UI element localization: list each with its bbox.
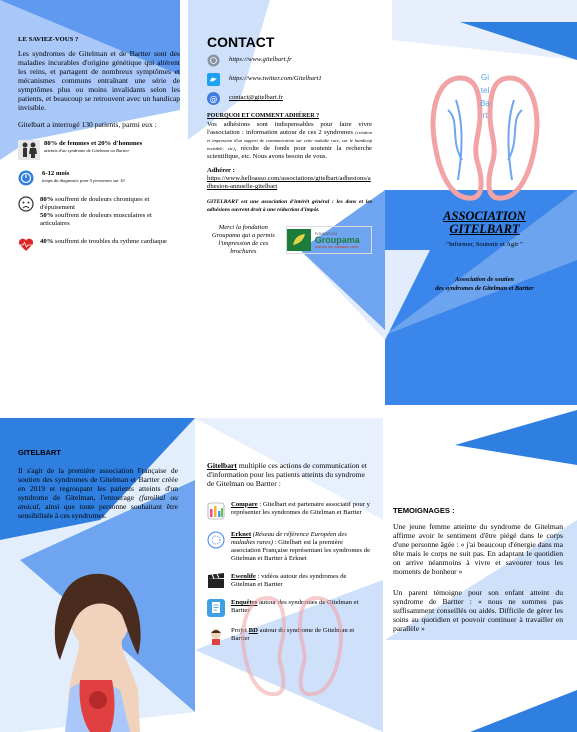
gitelbart-text-italic: (familial ou amical, — [18, 492, 178, 511]
action-ewenlife-text: : vidéos autour des syndromes de Gitelman et Bartter — [231, 572, 347, 589]
action-erknet-title: Erknet — [231, 530, 252, 538]
gitelbart-title: GITELBART — [18, 448, 61, 457]
stat-pain-text: souffrent de douleurs chroniques et d'épuisement — [40, 195, 150, 211]
timer-icon — [18, 170, 34, 186]
actions-intro-bold: Gitelbart — [207, 461, 237, 470]
heart-icon — [18, 238, 34, 252]
people-icon — [18, 140, 40, 160]
association-tagline: "Informer, Soutenir et Agir " — [446, 241, 523, 248]
action-compare-title: Compare — [231, 500, 258, 508]
globe-icon — [207, 54, 220, 67]
actions-intro-text: multiplie ces actions de communication et d'information pour les patients atteints du syndrome de Gitelman ou Bartter : — [207, 461, 367, 488]
adherer-link[interactable]: https://www.helloasso.com/associations/gitelbart/adhesions/adhesion-annuelle-gitelbart — [207, 175, 371, 191]
groupama-sub: vaincre les maladies rares — [314, 244, 359, 249]
contact-website[interactable]: https://www.gitelbart.fr — [229, 56, 292, 64]
stat-heart — [18, 238, 180, 252]
contact-twitter[interactable]: https://www.twitter.com/Gitelbart1 — [229, 75, 322, 83]
twitter-icon — [207, 73, 220, 86]
clapper-icon — [207, 573, 225, 589]
association-panel — [392, 60, 577, 290]
contact-twitter-row — [207, 73, 372, 86]
why-title: POURQUOI ET COMMENT ADHÉRER ? — [207, 113, 320, 119]
saviez-panel — [18, 36, 180, 252]
groupama-top: FONDATION — [314, 231, 337, 236]
action-erknet — [207, 531, 372, 563]
gitelbart-text-a: Il s'agit de la première association Française de soutien des syndromes de Gitelman et Bartter créée en 2019 et regroupant les patients atteints d'un syndrome de Gitelman, l'entourage — [18, 466, 178, 502]
association-name-line2: GITELBART — [449, 222, 520, 237]
association-desc-line1: Association de soutien — [455, 276, 514, 283]
why-text — [207, 121, 372, 161]
contact-email-row — [207, 92, 372, 105]
stat-gender — [18, 140, 180, 160]
ern-icon — [207, 531, 225, 549]
stat-heart-text: souffrent de troubles du rythme cardiaque — [53, 237, 167, 245]
adherer-label: Adhérer : — [207, 167, 235, 175]
why-text-b: , récolte de fonds pour soutenir la recherche scientifique, etc. Nous avons besoin de vous. — [207, 145, 372, 161]
actions-intro — [207, 462, 372, 489]
gitelbart-text — [18, 467, 178, 521]
stat-diagnosis-main: 6-12 mois — [42, 169, 70, 177]
merci-text: Merci la fondation Groupama qui a permis l'impression de ces brochures — [211, 223, 275, 256]
saviez-intro: Les syndromes de Gitelman et de Bartter sont des maladies incurables d'origine génétique qui altèrent les reins, et partagent de nombreux symptômes et mécanismes communs entraînant une série de symptômes plus ou moins invalidants selon les patients, et beaucoup se retrouvent avec un handicap invisible. — [18, 49, 180, 112]
action-ewenlife — [207, 573, 372, 589]
action-compare-text: : Gitelbart est partenaire associatif pour y représenter les syndromes de Gitelman et Bartter — [231, 500, 370, 516]
action-erknet-italic: (Réseau de référence Européen des maladies rares) — [231, 530, 347, 546]
temoignages-panel — [393, 506, 563, 633]
action-enquetes-title: Enquêtes — [231, 599, 258, 607]
contact-panel — [207, 34, 372, 257]
why-text-small: (création et impression d'un support de communication sur cette maladie rare, sur le handicap invisible, etc) — [207, 130, 373, 152]
temoignage-1: Une jeune femme atteinte du syndrome de Gitelman affirme avoir le sentiment d'être piégé dans le corps d'une personne âgée : « j'ai beaucoup d'énergie dans ma tête mais le corps ne suit pas. En adaptant le quotidien on arrive néanmoins à vivre et savourer tous les moments de bonheur » — [393, 522, 563, 576]
stat-heart-pct: 40% — [40, 237, 54, 245]
stat-muscle-text: souffrent de douleurs musculaires et articulaires — [40, 211, 152, 227]
gitelbart-text-b: ainsi que toute personne souhaitant être sensibilisée à ces syndromes. — [18, 501, 178, 520]
stat-diagnosis-sub: temps du diagnostic pour 5 personnes sur 10 — [42, 177, 125, 183]
action-bd-pre: Projet — [231, 627, 249, 635]
gitelbart-panel — [18, 448, 178, 521]
groupama-row — [207, 224, 372, 257]
comic-icon — [207, 627, 225, 645]
svg-text:@: @ — [209, 94, 218, 104]
action-ewenlife-title: Ewenlife — [231, 572, 256, 580]
association-desc-line2: des syndromes de Gitelman et Bartter — [435, 284, 534, 292]
action-bd-title: BD — [248, 627, 258, 635]
stat-diagnosis — [18, 170, 180, 186]
stat-gender-sub: atteints d'un syndrome de Gitelman ou Bartter — [44, 147, 130, 153]
action-bd-text: autour du syndrome de Gitelman et Bartter — [231, 627, 355, 643]
stat-pain — [18, 196, 180, 228]
contact-website-row — [207, 54, 372, 67]
association-name-line1: ASSOCIATION — [443, 209, 526, 223]
temoignages-title: TEMOIGNAGES : — [393, 506, 455, 515]
email-icon — [207, 92, 220, 105]
kidneys-watermark — [231, 588, 355, 700]
sad-face-icon — [18, 196, 34, 212]
saviez-survey: Gitelbart a interrogé 130 patients, parmi eux : — [18, 119, 157, 129]
logo-letters: GitelBart — [480, 73, 490, 121]
groupama-leaf-icon — [287, 229, 311, 251]
action-compare — [207, 501, 372, 521]
survey-icon — [207, 599, 225, 617]
stat-pain-pct: 80% — [40, 195, 54, 203]
stat-muscle-pct: 50% — [40, 211, 54, 219]
saviez-title: LE SAVIEZ-VOUS ? — [18, 36, 79, 43]
groupama-logo — [286, 226, 372, 254]
stat-gender-main: 80% de femmes et 20% d'hommes — [44, 139, 143, 147]
action-enquetes-text: autour des syndromes de Gitelman et Bartter — [231, 599, 359, 615]
why-text-a: Vos adhésions sont indispensables pour faire vivre l'association : information autour de ces 2 syndromes — [207, 121, 372, 137]
groupama-name: Groupama — [314, 234, 360, 245]
contact-title: CONTACT — [207, 34, 275, 50]
compare-icon — [207, 501, 225, 521]
action-erknet-text: : Gitelbart est la première association Française représentant les syndromes de Gitelman et Bartter à Erknet — [231, 538, 371, 562]
interet-general: GITELBART est une association d'intérêt général : les dons et les adhésions ouvrent droit à une réduction d'impôt. — [207, 199, 372, 213]
woman-illustration — [20, 560, 170, 732]
temoignage-2: Un parent témoigne pour son enfant atteint du syndrome de Bartter : « nous ne sommes pas suffisamment conseillés ou aidés. Difficile de gérer les soins au quotidien et pouvoir continuer à travailler en parallèle » — [393, 587, 563, 633]
contact-email[interactable]: contact@gitelbart.fr — [229, 94, 283, 102]
